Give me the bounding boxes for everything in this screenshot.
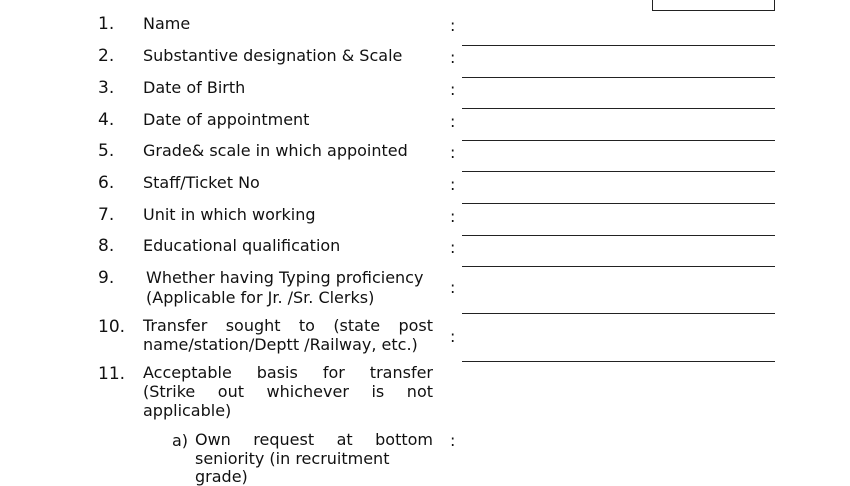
colon: : [450,278,456,297]
field-number: 3. [98,78,115,98]
colon: : [450,327,456,346]
unit-input-line[interactable] [462,235,775,236]
colon: : [450,112,456,131]
field-label-transfer-sought: Transfer sought to (state post [143,316,433,335]
field-label-acceptable-basis-end: applicable) [143,401,232,420]
field-label-education: Educational qualification [143,236,341,255]
field-label-typing: Whether having Typing proficiency [146,268,424,287]
sub-item-letter: a) [172,431,189,450]
field-number: 4. [98,110,115,130]
field-label-appointment-date: Date of appointment [143,110,310,129]
field-label-name: Name [143,14,191,33]
education-input-line[interactable] [462,266,775,267]
appointment-date-input-line[interactable] [462,140,775,141]
sub-item-own-request-cont: seniority (in recruitment grade) [195,449,390,486]
dob-input-line[interactable] [462,108,775,109]
sub-item-own-request: Own request at bottom [195,430,433,449]
field-label-dob: Date of Birth [143,78,246,97]
ticket-no-input-line[interactable] [462,203,775,204]
field-label-typing-note: (Applicable for Jr. /Sr. Clerks) [146,288,375,307]
field-label-acceptable-basis-cont: (Strike out whichever is not [143,382,433,401]
field-label-unit: Unit in which working [143,205,316,224]
colon: : [450,80,456,99]
field-number: 5. [98,141,115,161]
field-number: 9. [98,268,115,288]
transfer-sought-input-line[interactable] [462,361,775,362]
field-number: 2. [98,46,115,66]
field-label-grade-scale: Grade& scale in which appointed [143,141,408,160]
field-number: 10. [98,317,126,337]
field-label-designation: Substantive designation & Scale [143,46,403,65]
office-use-box [652,0,775,11]
colon: : [450,207,456,226]
designation-input-line[interactable] [462,77,775,78]
field-label-acceptable-basis: Acceptable basis for transfer [143,363,433,382]
field-number: 11. [98,364,126,384]
colon: : [450,48,456,67]
colon: : [450,238,456,257]
field-number: 8. [98,236,115,256]
colon: : [450,431,456,450]
name-input-line[interactable] [462,45,775,46]
field-label-transfer-sought-cont: name/station/Deptt /Railway, etc.) [143,335,418,354]
grade-scale-input-line[interactable] [462,171,775,172]
colon: : [450,16,456,35]
field-label-ticket-no: Staff/Ticket No [143,173,260,192]
field-number: 6. [98,173,115,193]
typing-input-line[interactable] [462,313,775,314]
colon: : [450,175,456,194]
field-number: 1. [98,14,115,34]
colon: : [450,143,456,162]
field-number: 7. [98,205,115,225]
